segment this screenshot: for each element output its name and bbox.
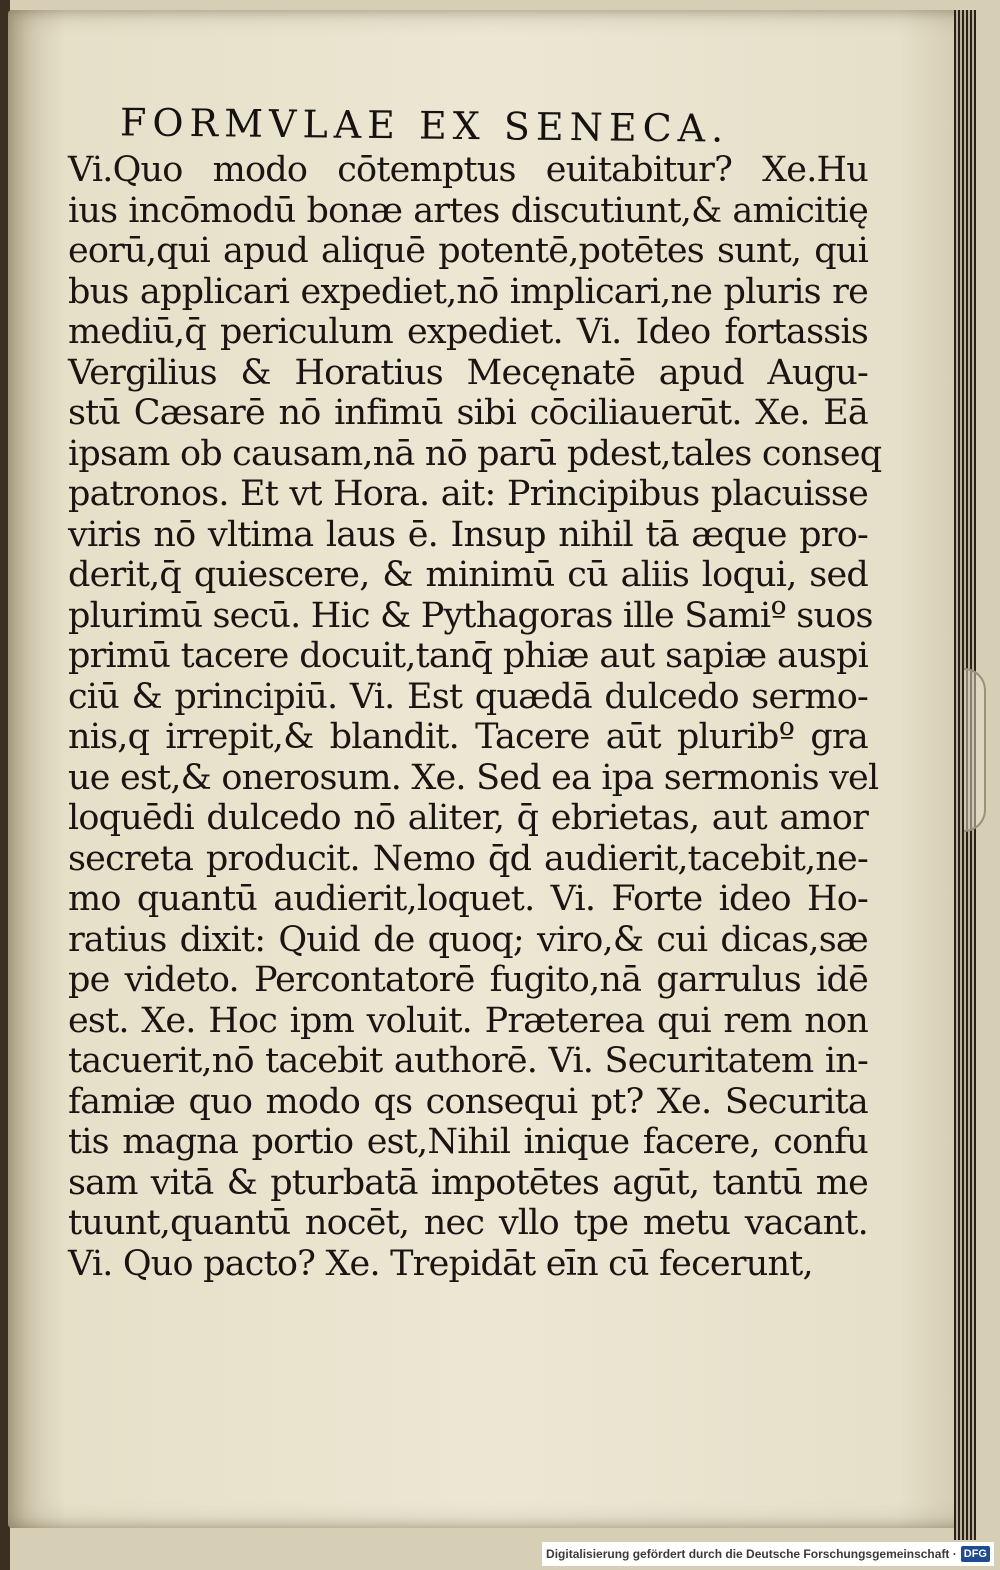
text-line: sam vitā & pturbatā impotētes agūt, tantū me <box>68 1162 868 1203</box>
text-line: ue est,& onerosum. Xe. Sed ea ipa sermonis vel <box>68 757 879 798</box>
text-line: Vi.Quo modo cōtemptus euitabitur? Xe.Hu <box>68 150 868 190</box>
text-line: tuunt,quantū nocēt, nec vllo tpe metu vacant. <box>68 1203 868 1243</box>
text-line: ciū & principiū. Vi. Est quædā dulcedo sermo- <box>68 676 868 717</box>
text-line: mo quantū audierit,loquet. Vi. Forte ideo Ho- <box>68 879 868 919</box>
text-line: eorū,qui apud aliquē potentē,potētes sunt, qui <box>68 231 868 271</box>
footer-text: Digitalisierung gefördert durch die Deutsche Forschungsgemeinschaft · <box>546 1547 957 1561</box>
text-line: ipsam ob causam,nā nō parū pdest,tales conseq <box>68 433 882 474</box>
text-line: ratius dixit: Quid de quoq; viro,& cui dicas,sæ <box>68 919 868 960</box>
text-line: tacuerit,nō tacebit authorē. Vi. Securitatem in- <box>68 1041 868 1081</box>
text-line: ius incōmodū bonæ artes discutiunt,& amicitię <box>68 190 868 231</box>
text-line: Vergilius & Horatius Mecęnatē apud Augu- <box>68 352 868 393</box>
text-line: viris nō vltima laus ē. Insup nihil tā æque pro- <box>68 514 868 555</box>
text-block <box>68 150 882 1284</box>
text-line: tis magna portio est,Nihil inique facere, confu <box>68 1122 868 1162</box>
text-line: secreta producit. Nemo q̄d audierit,tacebit,ne- <box>68 838 868 879</box>
text-line: est. Xe. Hoc ipm voluit. Præterea qui rem non <box>68 1000 868 1041</box>
text-line: loquēdi dulcedo nō aliter, q̄ ebrietas, aut amor <box>68 798 868 838</box>
text-line: pe videto. Percontatorē fugito,nā garrulus idē <box>68 960 868 1000</box>
text-line: Vi. Quo pacto? Xe. Trepidāt eīn cū fecerunt, <box>68 1243 813 1284</box>
text-line: stū Cæsarē nō infimū sibi cōciliauerūt. Xe. Eā <box>68 393 868 433</box>
text-line: patronos. Et vt Hora. ait: Principibus placuisse <box>68 474 868 514</box>
text-line: nis,q irrepit,& blandit. Tacere aūt pluribº gra <box>68 717 868 757</box>
dfg-logo: DFG <box>961 1546 990 1562</box>
text-line: derit,q̄ quiescere, & minimū cū aliis loqui, sed <box>68 555 868 595</box>
text-line: bus applicari expediet,nō implicari,ne pluris re <box>68 271 868 312</box>
text-line: plurimū secū. Hic & Pythagoras ille Samiº suos <box>68 595 873 636</box>
text-line: primū tacere docuit,tanq̄ phiæ aut sapiæ auspi <box>68 636 868 676</box>
running-head: FORMVLAE EX SENECA. <box>119 100 730 151</box>
text-line: mediū,q̄ periculum expediet. Vi. Ideo fortassis <box>68 312 868 352</box>
footer-credit <box>542 1542 994 1566</box>
text-line: famiæ quo modo qs consequi pt? Xe. Securita <box>68 1081 868 1122</box>
page-tab <box>964 668 986 832</box>
